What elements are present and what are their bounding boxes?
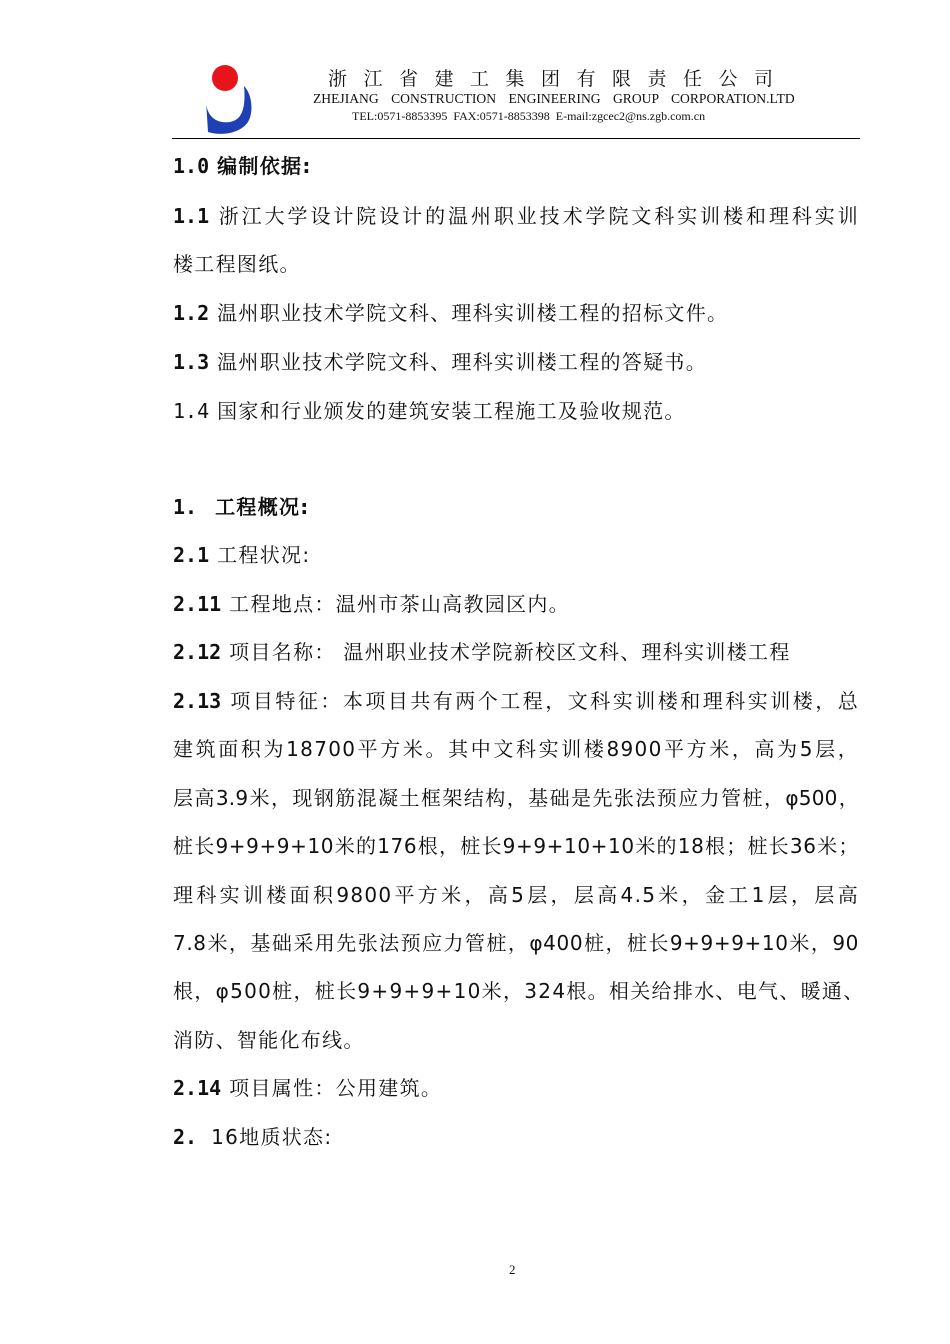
company-logo bbox=[202, 64, 256, 136]
company-name-chinese: 浙江省建工集团有限责任公司 bbox=[328, 68, 790, 90]
company-name-english: ZHEJIANG CONSTRUCTION ENGINEERING GROUP CORPORATION.LTD bbox=[313, 91, 795, 106]
paragraph-line: 消防、智能化布线。 bbox=[173, 1028, 365, 1052]
logo-red-circle bbox=[212, 65, 238, 91]
paragraph-line: 建筑面积为18700平方米。其中文科实训楼8900平方米，高为5层， bbox=[173, 737, 859, 761]
paragraph-line: 2.13 项目特征：本项目共有两个工程，文科实训楼和理科实训楼，总 bbox=[173, 689, 859, 713]
paragraph-line: 层高3.9米，现钢筋混凝土框架结构，基础是先张法预应力管桩，φ500， bbox=[173, 786, 859, 810]
paragraph-line: 1.3 温州职业技术学院文科、理科实训楼工程的答疑书。 bbox=[173, 350, 708, 374]
paragraph-line: 1.4 国家和行业颁发的建筑安装工程施工及验收规范。 bbox=[173, 399, 686, 423]
paragraph-line: 根，φ500桩，桩长9+9+9+10米，324根。相关给排水、电气、暖通、 bbox=[173, 979, 865, 1003]
paragraph-line: 理科实训楼面积9800平方米，高5层，层高4.5米，金工1层，层高 bbox=[173, 883, 859, 907]
paragraph-line: 1.2 温州职业技术学院文科、理科实训楼工程的招标文件。 bbox=[173, 301, 729, 325]
paragraph-line: 7.8米，基础采用先张法预应力管桩，φ400桩，桩长9+9+9+10米，90 bbox=[173, 931, 859, 955]
page-number: 2 bbox=[509, 1262, 516, 1277]
company-contact-info: TEL:0571-8853395 FAX:0571-8853398 E-mail:zgcec2@ns.zgb.com.cn bbox=[352, 109, 706, 123]
heading-compilation-basis: 1.0 编制依据: bbox=[173, 154, 312, 178]
paragraph-line: 2. 16地质状态: bbox=[173, 1125, 333, 1149]
paragraph-line: 桩长9+9+9+10米的176根，桩长9+9+10+10米的18根；桩长36米； bbox=[173, 834, 859, 858]
paragraph-line: 1.1 浙江大学设计院设计的温州职业技术学院文科实训楼和理科实训 bbox=[173, 204, 859, 228]
paragraph-line: 2.11 工程地点：温州市茶山高教园区内。 bbox=[173, 592, 570, 616]
header-divider bbox=[172, 138, 860, 139]
paragraph-line: 2.1 工程状况: bbox=[173, 543, 311, 567]
paragraph-line: 2.12 项目名称： 温州职业技术学院新校区文科、理科实训楼工程 bbox=[173, 640, 791, 664]
paragraph-line: 楼工程图纸。 bbox=[173, 252, 301, 276]
paragraph-line: 2.14 项目属性：公用建筑。 bbox=[173, 1076, 443, 1100]
heading-project-overview: 1. 工程概况: bbox=[173, 495, 310, 519]
